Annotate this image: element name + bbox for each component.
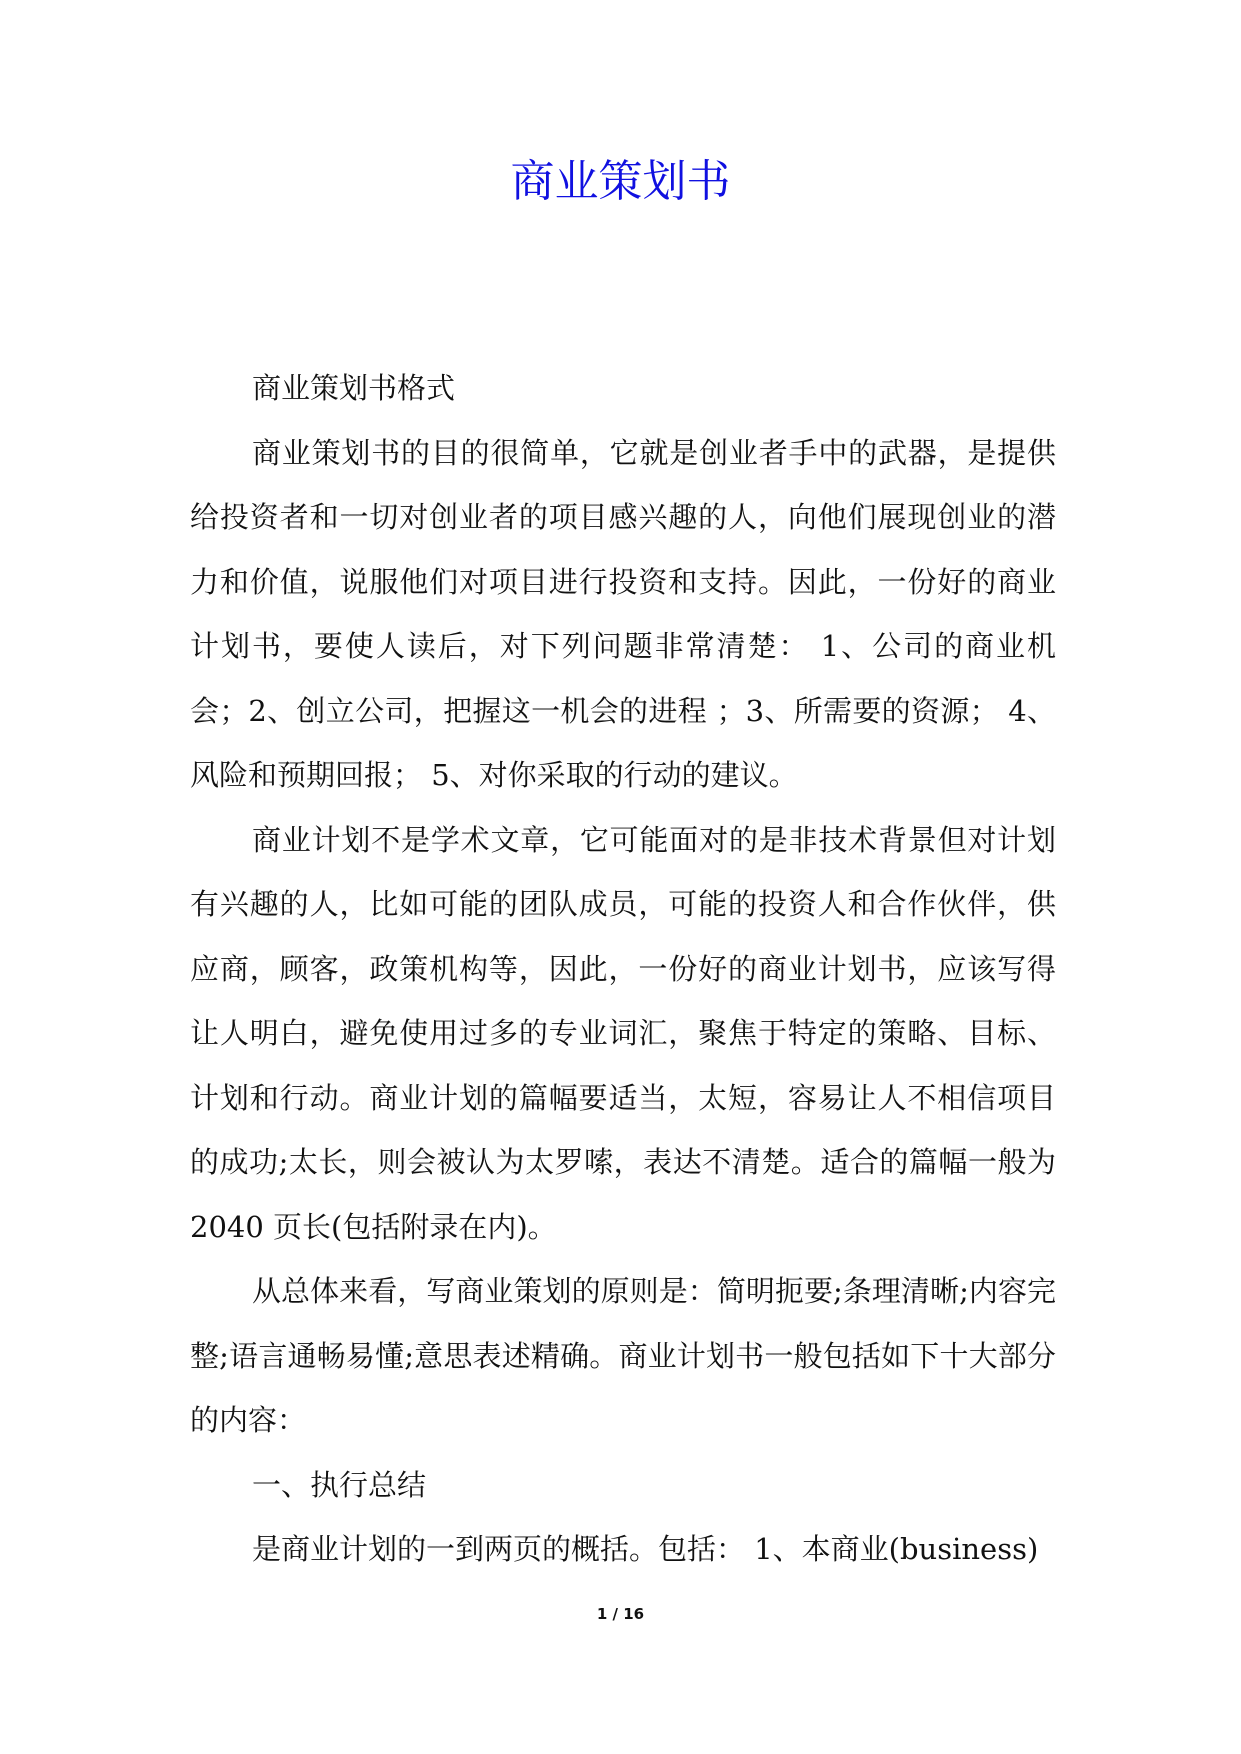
paragraph-principles: 从总体来看，写商业策划的原则是：简明扼要;条理清晰;内容完整;语言通畅易懂;意思表述精确。商业计划书一般包括如下十大部分的内容： bbox=[190, 1274, 1056, 1437]
document-body bbox=[190, 356, 1056, 1582]
paragraph-section-one: 一、执行总结 bbox=[252, 1467, 427, 1502]
paragraph-purpose: 商业策划书的目的很简单，它就是创业者手中的武器，是提供给投资者和一切对创业者的项目感兴趣的人，向他们展现创业的潜力和价值，说服他们对项目进行投资和支持。因此，一份好的商业计划书，要使人读后，对下列问题非常清楚： 1、公司的商业机会；2、创立公司，把握这一机会的进程 ；3、所需要的资源； 4、风险和预期回报； 5、对你采取的行动的建议。 bbox=[190, 435, 1056, 792]
paragraph-heading-format: 商业策划书格式 bbox=[252, 371, 456, 405]
document-title: 商业策划书 bbox=[510, 156, 731, 207]
paragraph-summary: 是商业计划的一到两页的概括。包括： 1、本商业(business) bbox=[252, 1532, 1039, 1566]
page-number: 1 / 16 bbox=[596, 1605, 645, 1623]
paragraph-audience: 商业计划不是学术文章，它可能面对的是非技术背景但对计划有兴趣的人，比如可能的团队成员，可能的投资人和合作伙伴，供应商，顾客，政策机构等，因此，一份好的商业计划书，应该写得让人明白，避免使用过多的专业词汇，聚焦于特定的策略、目标、计划和行动。商业计划的篇幅要适当，太短，容易让人不相信项目的成功;太长，则会被认为太罗嗦，表达不清楚。适合的篇幅一般为 2040 页长(包括附录在内)。 bbox=[190, 822, 1056, 1244]
